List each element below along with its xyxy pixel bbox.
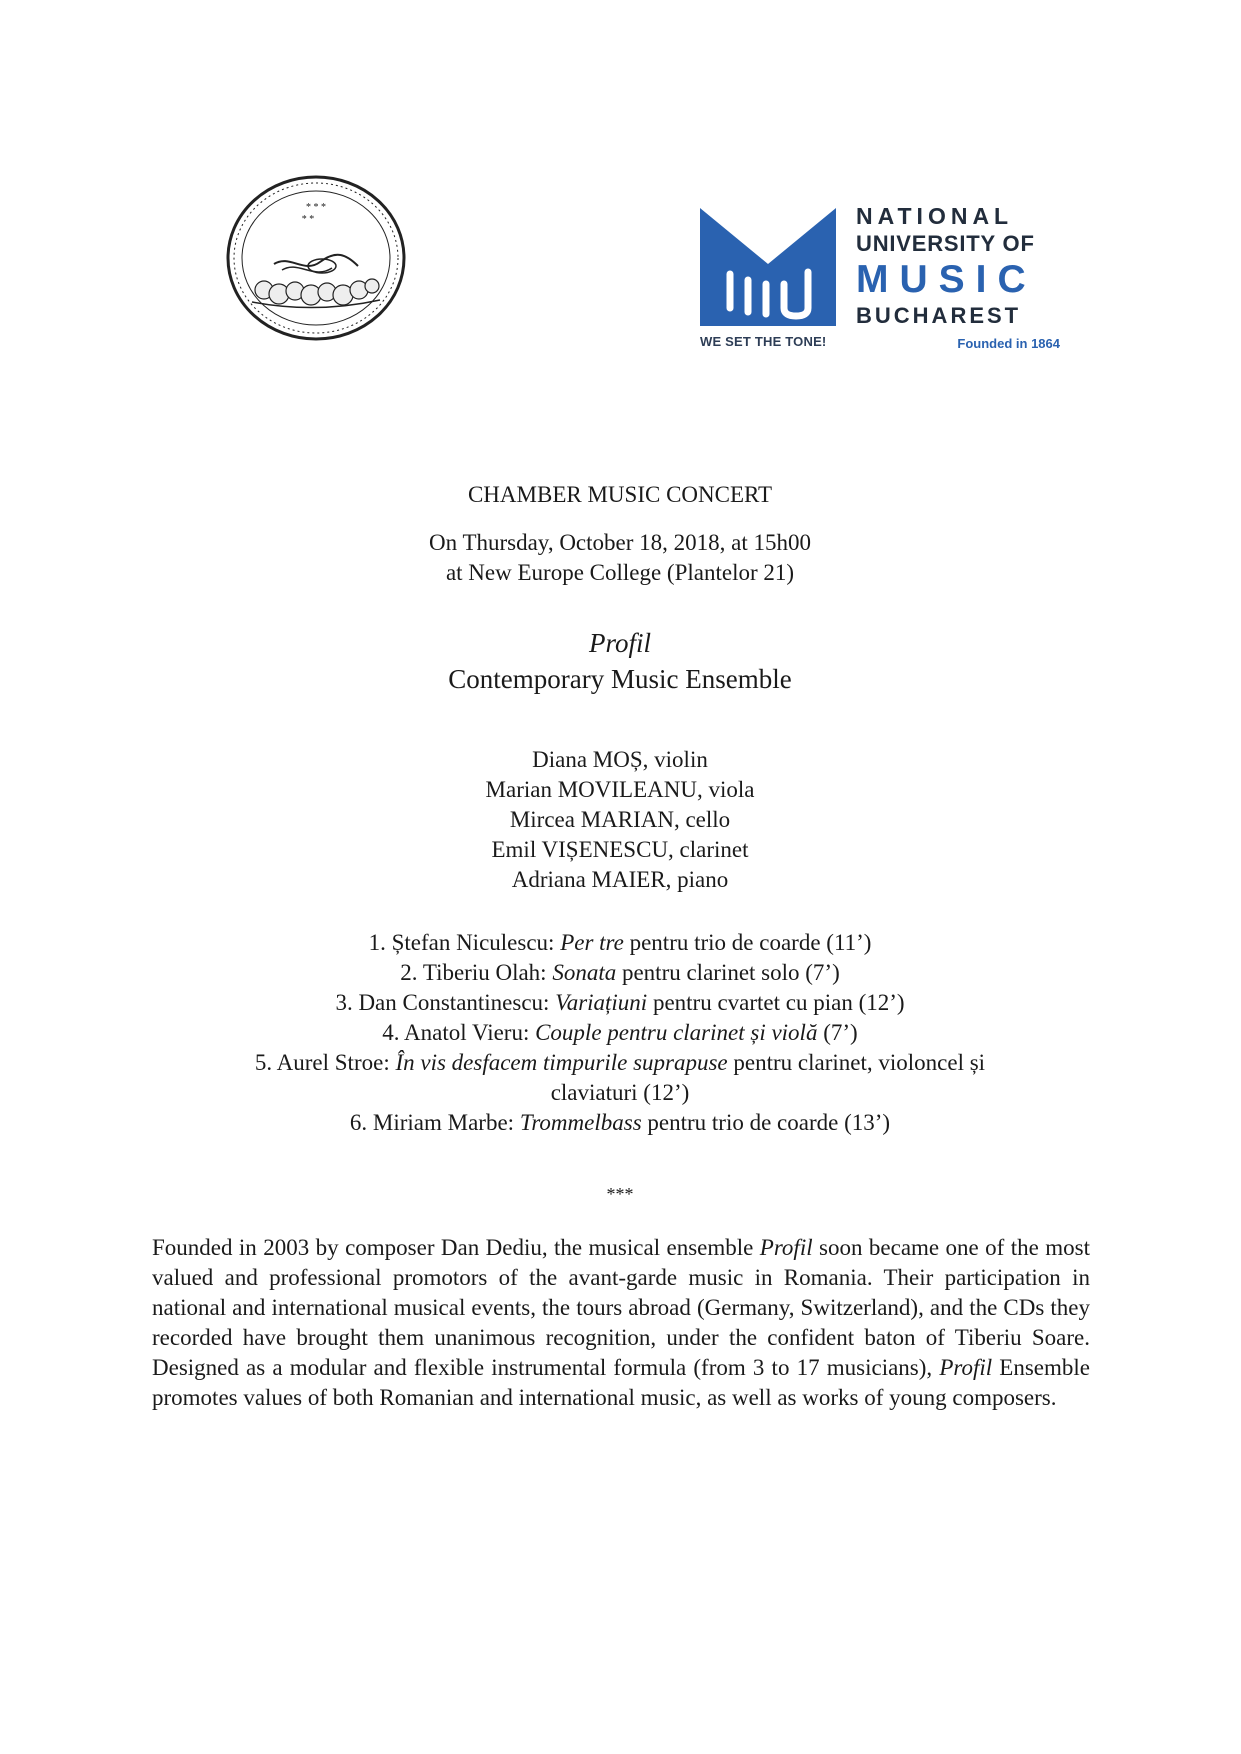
new-europe-college-seal-logo [212, 162, 422, 352]
nmub-logo [700, 200, 1090, 362]
performers-list [120, 745, 1120, 895]
program-work: Per tre [560, 930, 624, 955]
ensemble-description [152, 1233, 1090, 1413]
performer: Marian MOVILEANU, viola [485, 777, 755, 802]
performer: Emil VIȘENESCU, clarinet [491, 837, 749, 862]
program-item [120, 1018, 1120, 1048]
performer: Mircea MARIAN, cello [509, 807, 731, 832]
program-composer: 3. Dan Constantinescu: [335, 990, 556, 1015]
program-details: pentru cvartet cu pian (12’) [647, 990, 905, 1015]
program-work: Trommelbass [519, 1110, 642, 1135]
program-item-continuation: claviaturi (12’) [550, 1080, 690, 1105]
description-ensemble-name: Profil [759, 1235, 813, 1260]
nmub-word-national: NATIONAL [856, 203, 1014, 229]
program-details: (7’) [817, 1020, 858, 1045]
program-composer: 2. Tiberiu Olah: [400, 960, 553, 985]
program-list [120, 928, 1120, 1138]
program-work: În vis desfacem timpurile suprapuse [395, 1050, 728, 1075]
description-text: soon became one of the most valued and professional promotors of the avant-garde music in Romania. Their participation in national and international musical events, the tours abroad (Germany, Switzerland), and the CDs they recorded have brought them unanimous recognition, under the confident baton of Tiberiu Soare. Designed as a modular and flexible instrumental formula (from 3 to 17 musicians), [152, 1235, 1091, 1380]
event-details [120, 528, 1120, 588]
svg-text:* *: * * [301, 214, 315, 225]
nmub-wordmark [856, 202, 1056, 330]
nmub-word-music: MUSIC [856, 258, 1037, 301]
program-details: pentru clarinet solo (7’) [616, 960, 840, 985]
event-date: On Thursday, October 18, 2018, at 15h00 [429, 530, 811, 555]
program-item [120, 928, 1120, 958]
concert-title: CHAMBER MUSIC CONCERT [467, 482, 773, 507]
ensemble-name: Profil [588, 628, 651, 658]
performer: Adriana MAIER, piano [511, 867, 729, 892]
program-item [120, 988, 1120, 1018]
program-work: Couple pentru clarinet și violă [535, 1020, 818, 1045]
description-text: Ensemble promotes values of both Romanian and international music, as well as works of young composers. [152, 1355, 1090, 1410]
program-composer: 5. Aurel Stroe: [254, 1050, 396, 1075]
program-item [120, 958, 1120, 988]
program-details: pentru trio de coarde (13’) [641, 1110, 891, 1135]
nmub-tagline: WE SET THE TONE! [700, 334, 827, 349]
program-composer: 4. Anatol Vieru: [382, 1020, 536, 1045]
nmub-m-mark-icon [700, 208, 836, 326]
nmub-word-university: UNIVERSITY OF [856, 231, 1035, 256]
svg-text:* * *: * * * [306, 202, 326, 213]
program-work: Sonata [552, 960, 617, 985]
program-details: pentru clarinet, violoncel și [727, 1050, 986, 1075]
seal-graphic [212, 162, 422, 352]
program-work: Variațiuni [555, 990, 648, 1015]
nmub-founded: Founded in 1864 [957, 336, 1060, 351]
program-item [120, 1048, 1120, 1078]
program-composer: 6. Miriam Marbe: [349, 1110, 520, 1135]
section-separator: *** [606, 1184, 634, 1204]
program-details: pentru trio de coarde (11’) [623, 930, 872, 955]
event-venue: at New Europe College (Plantelor 21) [445, 560, 795, 585]
description-text: Founded in 2003 by composer Dan Dediu, the musical ensemble [152, 1235, 760, 1260]
program-composer: 1. Ștefan Niculescu: [368, 930, 561, 955]
description-ensemble-name: Profil [939, 1355, 993, 1380]
performer: Diana MOȘ, violin [532, 747, 708, 772]
nmub-word-bucharest: BUCHAREST [856, 303, 1022, 328]
program-item [120, 1108, 1120, 1138]
ensemble-subtitle: Contemporary Music Ensemble [448, 664, 792, 694]
